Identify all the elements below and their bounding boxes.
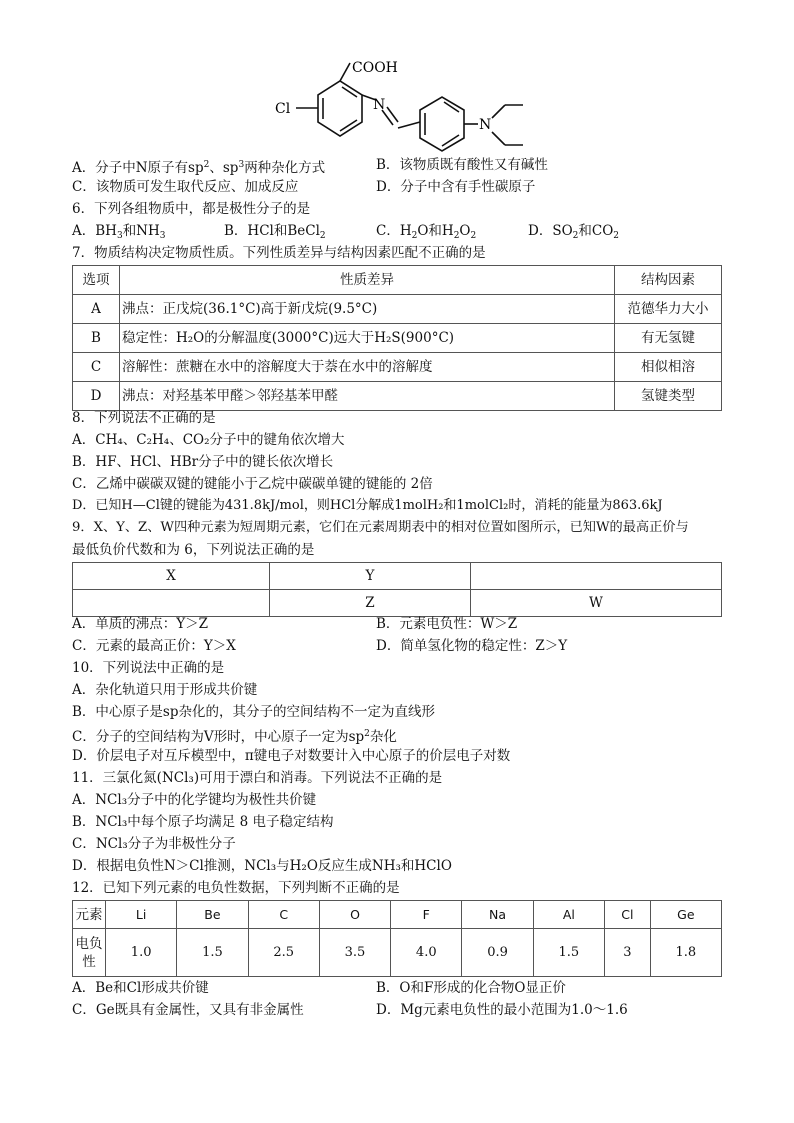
table-header: 结构因素	[615, 266, 722, 295]
table-cell: X	[73, 563, 270, 590]
table-cell: C	[248, 901, 319, 929]
table-cell: A	[73, 295, 120, 324]
n1-label: N	[373, 97, 386, 113]
q9-stem-line1: 9．X、Y、Z、W四种元素为短周期元素，它们在元素周期表中的相对位置如图所示，已知W的最高正价与	[72, 520, 689, 535]
q11-option-d: D．根据电负性N＞Cl推测，NCl₃与H₂O反应生成NH₃和HClO	[72, 858, 452, 874]
table-row	[73, 901, 722, 929]
q12-option-b: B．O和F形成的化合物O显正价	[376, 980, 566, 996]
table-cell: 沸点：正戊烷(36.1°C)高于新戊烷(9.5°C)	[120, 295, 615, 324]
table-row	[73, 324, 722, 353]
cooh-label: COOH	[352, 60, 398, 76]
q6-option-a: A．$BH_3$和$NH_3$	[72, 223, 166, 241]
table-header: 元素	[73, 901, 106, 929]
cl-label: Cl	[275, 101, 291, 117]
table-cell	[471, 563, 722, 590]
table-header: 选项	[73, 266, 120, 295]
q5-option-b: B．该物质既有酸性又有碱性	[376, 157, 548, 173]
table-cell: Y	[270, 563, 471, 590]
table-cell: Al	[533, 901, 604, 929]
table-cell: 范德华力大小	[615, 295, 722, 324]
table-header-row	[73, 266, 722, 295]
table-cell: 1.5	[177, 929, 248, 977]
table-cell: Na	[462, 901, 533, 929]
molecule-structure	[0, 0, 794, 160]
table-cell: D	[73, 382, 120, 411]
table-row	[73, 563, 722, 590]
table-cell: 稳定性：H₂O的分解温度(3000°C)远大于H₂S(900°C)	[120, 324, 615, 353]
table-cell: F	[391, 901, 462, 929]
table-cell: 0.9	[462, 929, 533, 977]
q10-option-d: D．价层电子对互斥模型中，π键电子对数要计入中心原子的价层电子对数	[72, 748, 511, 764]
table-cell: 1.0	[106, 929, 177, 977]
q5-option-d: D．分子中含有手性碳原子	[376, 179, 536, 195]
q8-option-c: C．乙烯中碳碳双键的键能小于乙烷中碳碳单键的键能的 2倍	[72, 476, 433, 492]
table-cell: Cl	[604, 901, 650, 929]
q8-option-d: D．已知H—Cl键的键能为431.8kJ/mol，则HCl分解成1molH₂和1molCl₂时，消耗的能量为863.6kJ	[72, 498, 663, 513]
table-cell: C	[73, 353, 120, 382]
q11-option-a: A．NCl₃分子中的化学键均为极性共价键	[72, 792, 317, 808]
table-row	[73, 929, 722, 977]
q12-electronegativity-table	[72, 900, 722, 977]
table-cell: 相似相溶	[615, 353, 722, 382]
table-cell: 有无氢键	[615, 324, 722, 353]
n2-label: N	[479, 117, 492, 133]
q10-option-b: B．中心原子是sp杂化的，其分子的空间结构不一定为直线形	[72, 704, 435, 720]
q9-option-c: C．元素的最高正价：Y＞X	[72, 638, 236, 654]
table-cell: 溶解性：蔗糖在水中的溶解度大于萘在水中的溶解度	[120, 353, 615, 382]
q8-option-a: A．CH₄、C₂H₄、CO₂分子中的键角依次增大	[72, 432, 345, 448]
q5-option-a: A．分子中N原子有$sp^2$、$sp^3$两种杂化方式	[72, 160, 326, 176]
q12-option-d: D．Mg元素电负性的最小范围为1.0～1.6	[376, 1002, 628, 1018]
q9-option-b: B．元素电负性：W＞Z	[376, 616, 518, 632]
table-row	[73, 353, 722, 382]
table-cell: 3	[604, 929, 650, 977]
q9-option-d: D．简单氢化物的稳定性：Z＞Y	[376, 638, 568, 654]
table-row	[73, 295, 722, 324]
q7-stem: 7．物质结构决定物质性质。下列性质差异与结构因素匹配不正确的是	[72, 245, 486, 261]
q6-stem: 6．下列各组物质中，都是极性分子的是	[72, 201, 311, 217]
table-cell: Z	[270, 590, 471, 617]
table-cell: Be	[177, 901, 248, 929]
q12-stem: 12．已知下列元素的电负性数据，下列判断不正确的是	[72, 880, 400, 896]
table-cell: Ge	[650, 901, 721, 929]
q9-periodic-table	[72, 562, 722, 617]
table-cell	[73, 590, 270, 617]
q9-stem-line2: 最低负价代数和为 6，下列说法正确的是	[72, 542, 315, 558]
table-header: 电负 性	[73, 929, 106, 977]
q10-option-c: C．分子的空间结构为V形时，中心原子一定为$sp^2$杂化	[72, 729, 397, 745]
q8-option-b: B．HF、HCl、HBr分子中的键长依次增长	[72, 454, 334, 470]
table-cell: 4.0	[391, 929, 462, 977]
q10-stem: 10．下列说法中正确的是	[72, 660, 225, 676]
q12-option-a: A．Be和Cl形成共价键	[72, 980, 209, 996]
q10-option-a: A．杂化轨道只用于形成共价键	[72, 682, 258, 698]
q11-stem: 11．三氯化氮(NCl₃)可用于漂白和消毒。下列说法不正确的是	[72, 770, 443, 786]
table-cell: 1.8	[650, 929, 721, 977]
q11-option-c: C．NCl₃分子为非极性分子	[72, 836, 236, 852]
q6-option-c: C．$H_2O$和$H_2O_2$	[376, 223, 477, 241]
q8-stem: 8．下列说法不正确的是	[72, 410, 216, 426]
q7-table	[72, 265, 722, 411]
q6-option-b: B．HCl和BeCl$_2$	[224, 223, 326, 241]
table-cell: 氢键类型	[615, 382, 722, 411]
table-cell: 沸点：对羟基苯甲醛＞邻羟基苯甲醛	[120, 382, 615, 411]
table-cell: 1.5	[533, 929, 604, 977]
table-cell: 2.5	[248, 929, 319, 977]
q6-option-d: D．$SO_2$和$CO_2$	[528, 223, 620, 241]
q11-option-b: B．NCl₃中每个原子均满足 8 电子稳定结构	[72, 814, 334, 830]
table-cell: W	[471, 590, 722, 617]
table-row	[73, 382, 722, 411]
q9-option-a: A．单质的沸点：Y＞Z	[72, 616, 209, 632]
q12-option-c: C．Ge既具有金属性，又具有非金属性	[72, 1002, 304, 1018]
q5-option-c: C．该物质可发生取代反应、加成反应	[72, 179, 299, 195]
table-row	[73, 590, 722, 617]
table-cell: O	[319, 901, 390, 929]
table-cell: Li	[106, 901, 177, 929]
table-cell: B	[73, 324, 120, 353]
table-header: 性质差异	[120, 266, 615, 295]
table-cell: 3.5	[319, 929, 390, 977]
